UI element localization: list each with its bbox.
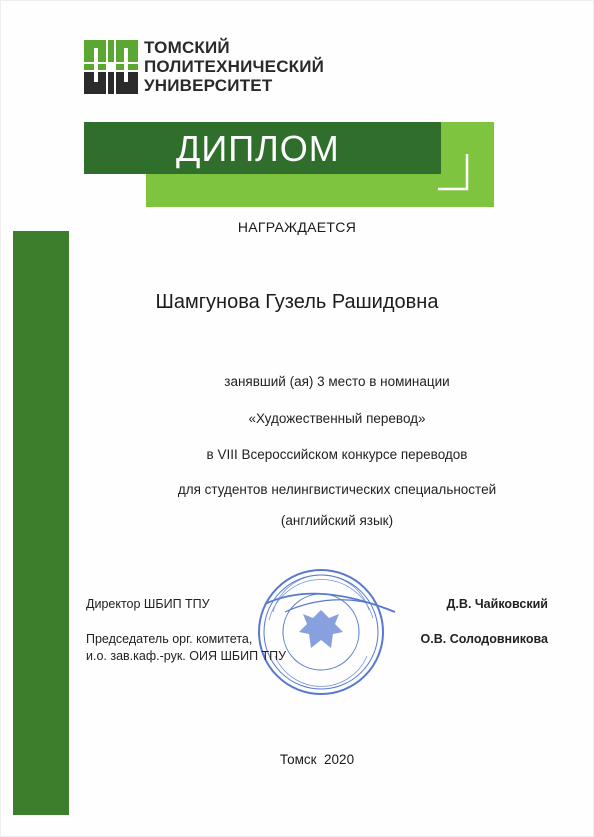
award-line: (английский язык) <box>280 513 394 528</box>
chair-name: О.В. Солодовникова <box>420 632 548 646</box>
tpu-logo-icon <box>84 40 138 94</box>
university-name-line: УНИВЕРСИТЕТ <box>144 76 273 95</box>
award-line: занявший (ая) 3 место в номинации <box>224 374 450 389</box>
corner-bracket-icon <box>436 152 470 192</box>
director-title: Директор ШБИП ТПУ <box>86 597 210 611</box>
award-line: «Художественный перевод» <box>248 411 426 426</box>
chair-title-line2: и.о. зав.каф.-рук. ОИЯ ШБИП ТПУ <box>86 649 287 663</box>
university-name <box>144 38 324 95</box>
university-name-line: ПОЛИТЕХНИЧЕСКИЙ <box>144 57 325 76</box>
award-line: в VIII Всероссийском конкурсе переводов <box>206 447 468 462</box>
director-name: Д.В. Чайковский <box>446 597 548 611</box>
awarded-heading: НАГРАЖДАЕТСЯ <box>237 219 357 235</box>
chair-title-line1: Председатель орг. комитета, <box>86 632 253 646</box>
award-line: для студентов нелингвистических специальностей <box>177 482 497 497</box>
official-stamp-icon <box>255 560 400 700</box>
place-and-year: Томск 2020 <box>279 752 355 767</box>
recipient-name: Шамгунова Гузель Рашидовна <box>155 291 439 313</box>
diploma-title: ДИПЛОМ <box>176 128 340 169</box>
university-name-line: ТОМСКИЙ <box>144 38 230 57</box>
